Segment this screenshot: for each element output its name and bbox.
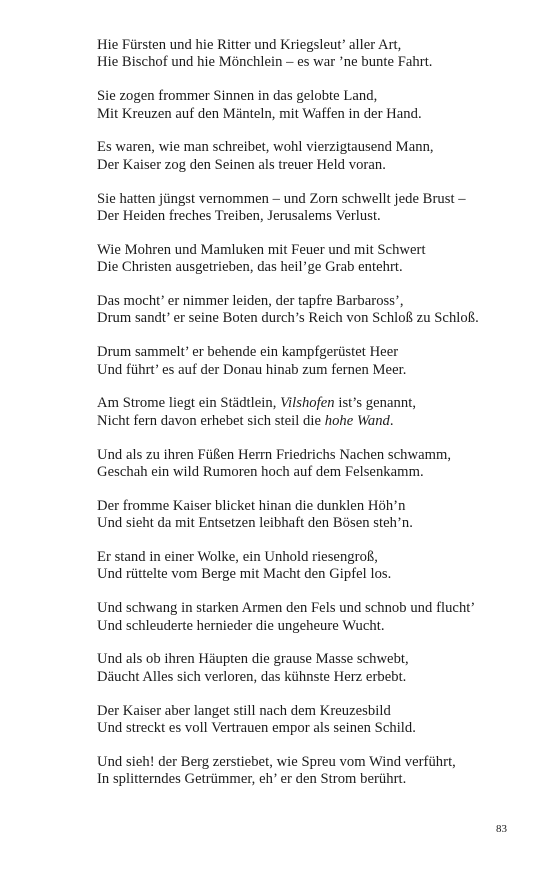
stanza-13 [97, 651, 527, 686]
verse-line: Und führt’ es auf der Donau hinab zum fernen Meer. [97, 361, 407, 378]
stanza-10 [97, 498, 527, 533]
stanza-3 [97, 139, 527, 174]
verse-line: Und sieht da mit Entsetzen leibhaft den Bösen steh’n. [97, 515, 413, 532]
verse-line [97, 395, 527, 412]
place-name-vilshofen: Vilshofen [280, 395, 335, 412]
verse-line: Sie zogen frommer Sinnen in das gelobte Land, [97, 88, 378, 105]
stanza-5 [97, 242, 527, 277]
verse-line: Und als zu ihren Füßen Herrn Friedrichs Nachen schwamm, [97, 446, 452, 463]
verse-line: Und rüttelte vom Berge mit Macht den Gipfel los. [97, 566, 392, 583]
stanza-11 [97, 549, 527, 584]
stanza-2 [97, 88, 527, 123]
verse-text: Nicht fern davon erhebet sich steil die [97, 412, 325, 429]
page-number: 83 [496, 823, 507, 835]
verse-line: Sie hatten jüngst vernommen – und Zorn schwellt jede Brust – [97, 190, 466, 207]
verse-line: Der Kaiser aber langet still nach dem Kreuzesbild [97, 702, 391, 719]
stanza-7 [97, 344, 527, 379]
verse-line: Mit Kreuzen auf den Mänteln, mit Waffen in der Hand. [97, 105, 422, 122]
stanza-9 [97, 447, 527, 482]
verse-line [97, 413, 527, 430]
verse-line: In splitterndes Getrümmer, eh’ er den Strom berührt. [97, 771, 407, 788]
verse-line: Und sieh! der Berg zerstiebet, wie Spreu vom Wind verführt, [97, 753, 456, 770]
verse-line: Geschah ein wild Rumoren hoch auf dem Felsenkamm. [97, 464, 424, 481]
verse-line: Der Heiden freches Treiben, Jerusalems Verlust. [97, 208, 381, 225]
verse-line: Drum sammelt’ er behende ein kampfgerüstet Heer [97, 344, 399, 361]
verse-text: Am Strome liegt ein Städtlein, [97, 395, 281, 412]
stanza-15 [97, 754, 527, 789]
verse-text: . [389, 412, 394, 429]
verse-line: Wie Mohren und Mamluken mit Feuer und mit Schwert [97, 241, 426, 258]
verse-line: Däucht Alles sich verloren, das kühnste Herz erbebt. [97, 668, 407, 685]
stanza-14 [97, 703, 527, 738]
verse-line: Es waren, wie man schreibet, wohl vierzigtausend Mann, [97, 139, 434, 156]
stanza-1 [97, 37, 527, 72]
verse-line: Hie Fürsten und hie Ritter und Kriegsleut’ aller Art, [97, 37, 402, 53]
verse-line: Der Kaiser zog den Seinen als treuer Held voran. [97, 156, 386, 173]
verse-line: Und streckt es voll Vertrauen empor als seinen Schild. [97, 720, 416, 737]
verse-line: Und als ob ihren Häupten die grause Masse schwebt, [97, 651, 409, 668]
poem-body [97, 37, 527, 805]
place-name-hohe-wand: hohe Wand [324, 412, 390, 429]
stanza-8 [97, 395, 527, 430]
verse-line: Und schwang in starken Armen den Fels und schnob und flucht’ [97, 600, 476, 617]
verse-line: Und schleuderte hernieder die ungeheure Wucht. [97, 617, 385, 634]
verse-line: Drum sandt’ er seine Boten durch’s Reich von Schloß zu Schloß. [97, 310, 479, 327]
verse-line: Er stand in einer Wolke, ein Unhold riesengroß, [97, 549, 378, 566]
verse-line: Der fromme Kaiser blicket hinan die dunklen Höh’n [97, 497, 406, 514]
stanza-12 [97, 600, 527, 635]
stanza-6 [97, 293, 527, 328]
verse-line: Hie Bischof und hie Mönchlein – es war ’ne bunte Fahrt. [97, 54, 433, 71]
verse-line: Die Christen ausgetrieben, das heil’ge Grab entehrt. [97, 259, 403, 276]
stanza-4 [97, 191, 527, 226]
verse-text: ist’s genannt, [334, 395, 417, 412]
verse-line: Das mocht’ er nimmer leiden, der tapfre Barbaross’, [97, 293, 404, 310]
